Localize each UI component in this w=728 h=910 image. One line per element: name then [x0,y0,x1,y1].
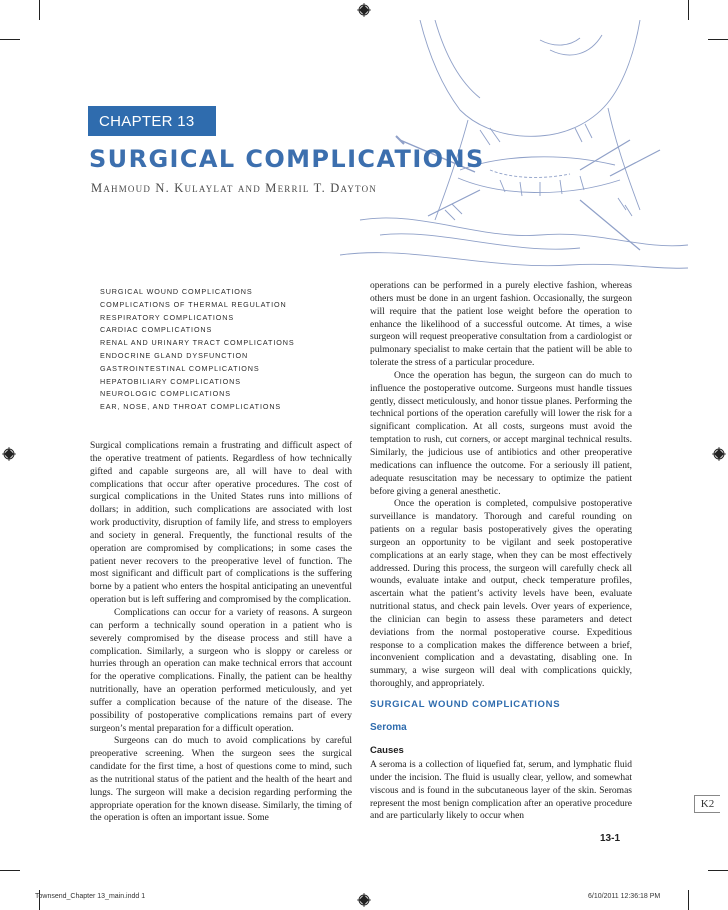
chapter-outline [100,286,350,414]
paragraph: Complications can occur for a variety of reasons. A surgeon can perform a technically sound operation in a patient who is severely compromised by the disease process and still have a complication. Similarly, a surgeon who is sloppy or careless or hurries through an operation can make technical errors that account for the operative complications. Finally, the patient can be healthy nutritionally, have an operation performed meticulously, and yet suffer a complication because of the nature of the disease. The possibility of postoperative complications remains part of every surgeon’s mental preparation for a difficult operation. [90,607,352,734]
paragraph: Once the operation is completed, compulsive postoperative surveillance is mandatory. Thorough and careful rounding on patients on a regular basis postoperatively gives the operating surgeon an opportunity to be vigilant and seek postoperative complications at an early stage, when they can be most effectively addressed. During this process, the surgeon will carefully check all wounds, evaluate intake and output, check temperature profiles, ascertain what the patient’s activity levels have been, evaluate nutritional status, and check pain levels. Over years of experience, the clinician can begin to assess these parameters and detect deviations from the normal postoperative course. Expeditious response to a complication makes the difference between a brief, inconvenient complication and a devastating, disabling one. In summary, a wise surgeon will deal with complications quickly, thoroughly, and appropriately. [370,499,632,690]
outline-item: HEPATOBILIARY COMPLICATIONS [100,376,241,386]
outline-item: ENDOCRINE GLAND DYSFUNCTION [100,350,249,360]
slug-date: 6/10/2011 12:36:18 PM [588,893,661,900]
chapter-title: SURGICAL COMPLICATIONS [89,145,485,173]
slug-filename: Townsend_Chapter 13_main.indd 1 [35,893,146,900]
registration-mark-icon [357,3,371,17]
chapter-authors: Mahmoud N. Kulaylat and Merril T. Dayton [91,181,377,195]
crop-mark [0,870,20,871]
crop-mark [688,0,689,20]
right-column [370,280,632,691]
outline-item: RENAL AND URINARY TRACT COMPLICATIONS [100,338,295,348]
crop-mark [708,39,728,40]
registration-mark-icon [357,893,371,907]
crop-mark [0,39,20,40]
outline-item: SURGICAL WOUND COMPLICATIONS [100,287,253,296]
outline-item: RESPIRATORY COMPLICATIONS [100,312,235,322]
tab-mark: K2 [694,795,720,813]
page-number: 13-1 [600,833,621,844]
registration-mark-icon [2,447,16,461]
outline-item: EAR, NOSE, AND THROAT COMPLICATIONS [100,402,282,412]
outline-item: CARDIAC COMPLICATIONS [100,325,213,335]
left-column [90,440,352,825]
crop-mark [688,890,689,910]
outline-item: COMPLICATIONS OF THERMAL REGULATION [100,299,287,309]
subsection-heading: Seroma [370,722,407,733]
outline-item: NEUROLOGIC COMPLICATIONS [100,389,231,399]
section-text [370,759,632,823]
crop-mark [708,870,728,871]
section-heading: SURGICAL WOUND COMPLICATIONS [370,699,561,710]
crop-mark [39,0,40,20]
paragraph: operations can be performed in a purely elective fashion, whereas others must be done in an urgent fashion. Occasionally, the surgeon will require that the patient lose weight before the operation to enhance the likelihood of a successful outcome. At times, a wise surgeon will request preoperative consultation from a cardiologist or pulmonary specialist to make certain that the patient will be able to tolerate the stress of a particular procedure. [370,281,632,369]
chapter-label: CHAPTER 13 [88,106,216,136]
paragraph: Once the operation has begun, the surgeon can do much to influence the postoperative outcome. Surgeons must handle tissues gently, dissect meticulously, and honor tissue planes. Performing the technical portions of the operation carefully will lower the risk for a significant complication. At all costs, surgeons must avoid the temptation to rush, cut corners, or accept marginal technical results. Similarly, the judicious use of antibiotics and other preoperative medications can influence the outcome. For a seriously ill patient, adequate resuscitation may be necessary to optimize the patient before giving a general anesthetic. [370,370,632,497]
paragraph: Surgeons can do much to avoid complications by careful preoperative screening. When the surgeon sees the surgical candidate for the first time, a host of questions come to mind, such as the nutritional status of the patient and the health of the heart and lungs. The surgeon will make a decision regarding performing the appropriate operation for the known disease. Similarly, the timing of the operation is often an important issue. Some [90,736,352,824]
registration-mark-icon [712,447,726,461]
outline-item: GASTROINTESTINAL COMPLICATIONS [100,363,260,373]
paragraph: A seroma is a collection of liquefied fat, serum, and lymphatic fluid under the incision. The fluid is usually clear, yellow, and somewhat viscous and is found in the subcutaneous layer of the skin. Seromas represent the most benign complication after an operative procedure and are particularly likely to occur when [370,760,632,822]
subsubsection-heading: Causes [370,745,404,756]
paragraph: Surgical complications remain a frustrating and difficult aspect of the operative treatment of patients. Regardless of how technically gifted and capable surgeons are, all will have to deal with complications that occur after operative procedures. The cost of surgical complications in the United States runs into millions of dollars; in addition, such complications are associated with lost work productivity, disruption of family life, and stress to employers and society in general. Frequently, the functional results of the operation are compromised by complications; in some cases the patient never recovers to the preoperative level of function. The most significant and difficult part of complications is the suffering borne by a patient who enters the hospital anticipating an uneventful operation but is left suffering and compromised by the complication. [90,441,352,606]
